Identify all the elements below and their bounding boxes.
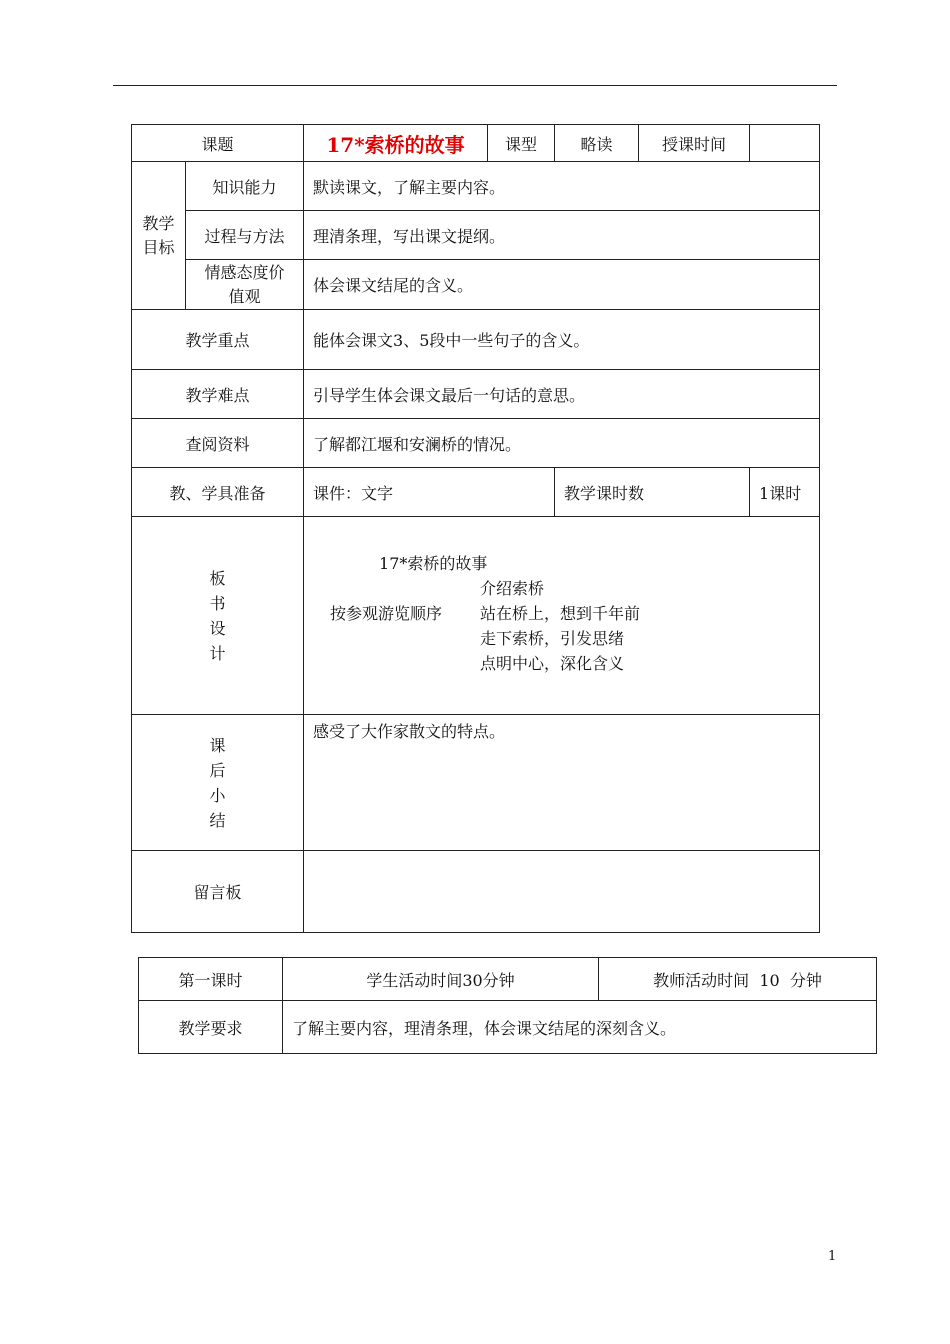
board-label: 板 书 设 计 xyxy=(132,517,304,715)
prep-label: 教、学具准备 xyxy=(132,468,304,517)
goal-label-attitude: 情感态度价值观 xyxy=(186,260,304,310)
references-value: 了解都江堰和安澜桥的情况。 xyxy=(304,419,820,468)
lesson-title: 17*索桥的故事 xyxy=(304,125,488,162)
topic-label: 课题 xyxy=(132,125,304,162)
header-rule xyxy=(113,85,837,86)
goal-label-knowledge: 知识能力 xyxy=(186,162,304,211)
board-item: 介绍索桥 xyxy=(480,579,545,598)
type-value: 略读 xyxy=(555,125,639,162)
message-board-label: 留言板 xyxy=(132,851,304,933)
board-item: 走下索桥，引发思绪 xyxy=(480,629,625,648)
prep-value: 课件：文字 xyxy=(304,468,555,517)
summary-value: 感受了大作家散文的特点。 xyxy=(304,715,820,851)
board-item: 站在桥上，想到千年前 xyxy=(480,604,641,623)
difficulties-value: 引导学生体会课文最后一句话的意思。 xyxy=(304,370,820,419)
session-table xyxy=(138,957,877,1054)
hours-label: 教学课时数 xyxy=(555,468,750,517)
time-value xyxy=(750,125,820,162)
goal-value-knowledge: 默读课文，了解主要内容。 xyxy=(304,162,820,211)
difficulties-label: 教学难点 xyxy=(132,370,304,419)
type-label: 课型 xyxy=(488,125,555,162)
lesson-plan-table xyxy=(131,124,820,933)
time-label: 授课时间 xyxy=(639,125,750,162)
session-label: 第一课时 xyxy=(139,958,283,1001)
goals-label: 教学目标 xyxy=(132,162,186,310)
board-title: 17*索桥的故事 xyxy=(379,554,488,573)
requirements-label: 教学要求 xyxy=(139,1001,283,1054)
key-points-label: 教学重点 xyxy=(132,310,304,370)
message-board-value xyxy=(304,851,820,933)
requirements-value: 了解主要内容，理清条理，体会课文结尾的深刻含义。 xyxy=(283,1001,877,1054)
key-points-value: 能体会课文3、5段中一些句子的含义。 xyxy=(304,310,820,370)
student-activity-time: 学生活动时间30分钟 xyxy=(283,958,599,1001)
teacher-activity-time: 教师活动时间 10 分钟 xyxy=(599,958,877,1001)
board-order: 按参观游览顺序 xyxy=(330,604,443,623)
references-label: 查阅资料 xyxy=(132,419,304,468)
goal-value-process: 理清条理，写出课文提纲。 xyxy=(304,211,820,260)
board-design xyxy=(304,517,820,715)
summary-label: 课 后 小 结 xyxy=(132,715,304,851)
goal-value-attitude: 体会课文结尾的含义。 xyxy=(304,260,820,310)
hours-value: 1课时 xyxy=(750,468,820,517)
goal-label-process: 过程与方法 xyxy=(186,211,304,260)
board-item: 点明中心，深化含义 xyxy=(480,654,625,673)
page-number: 1 xyxy=(828,1249,837,1264)
